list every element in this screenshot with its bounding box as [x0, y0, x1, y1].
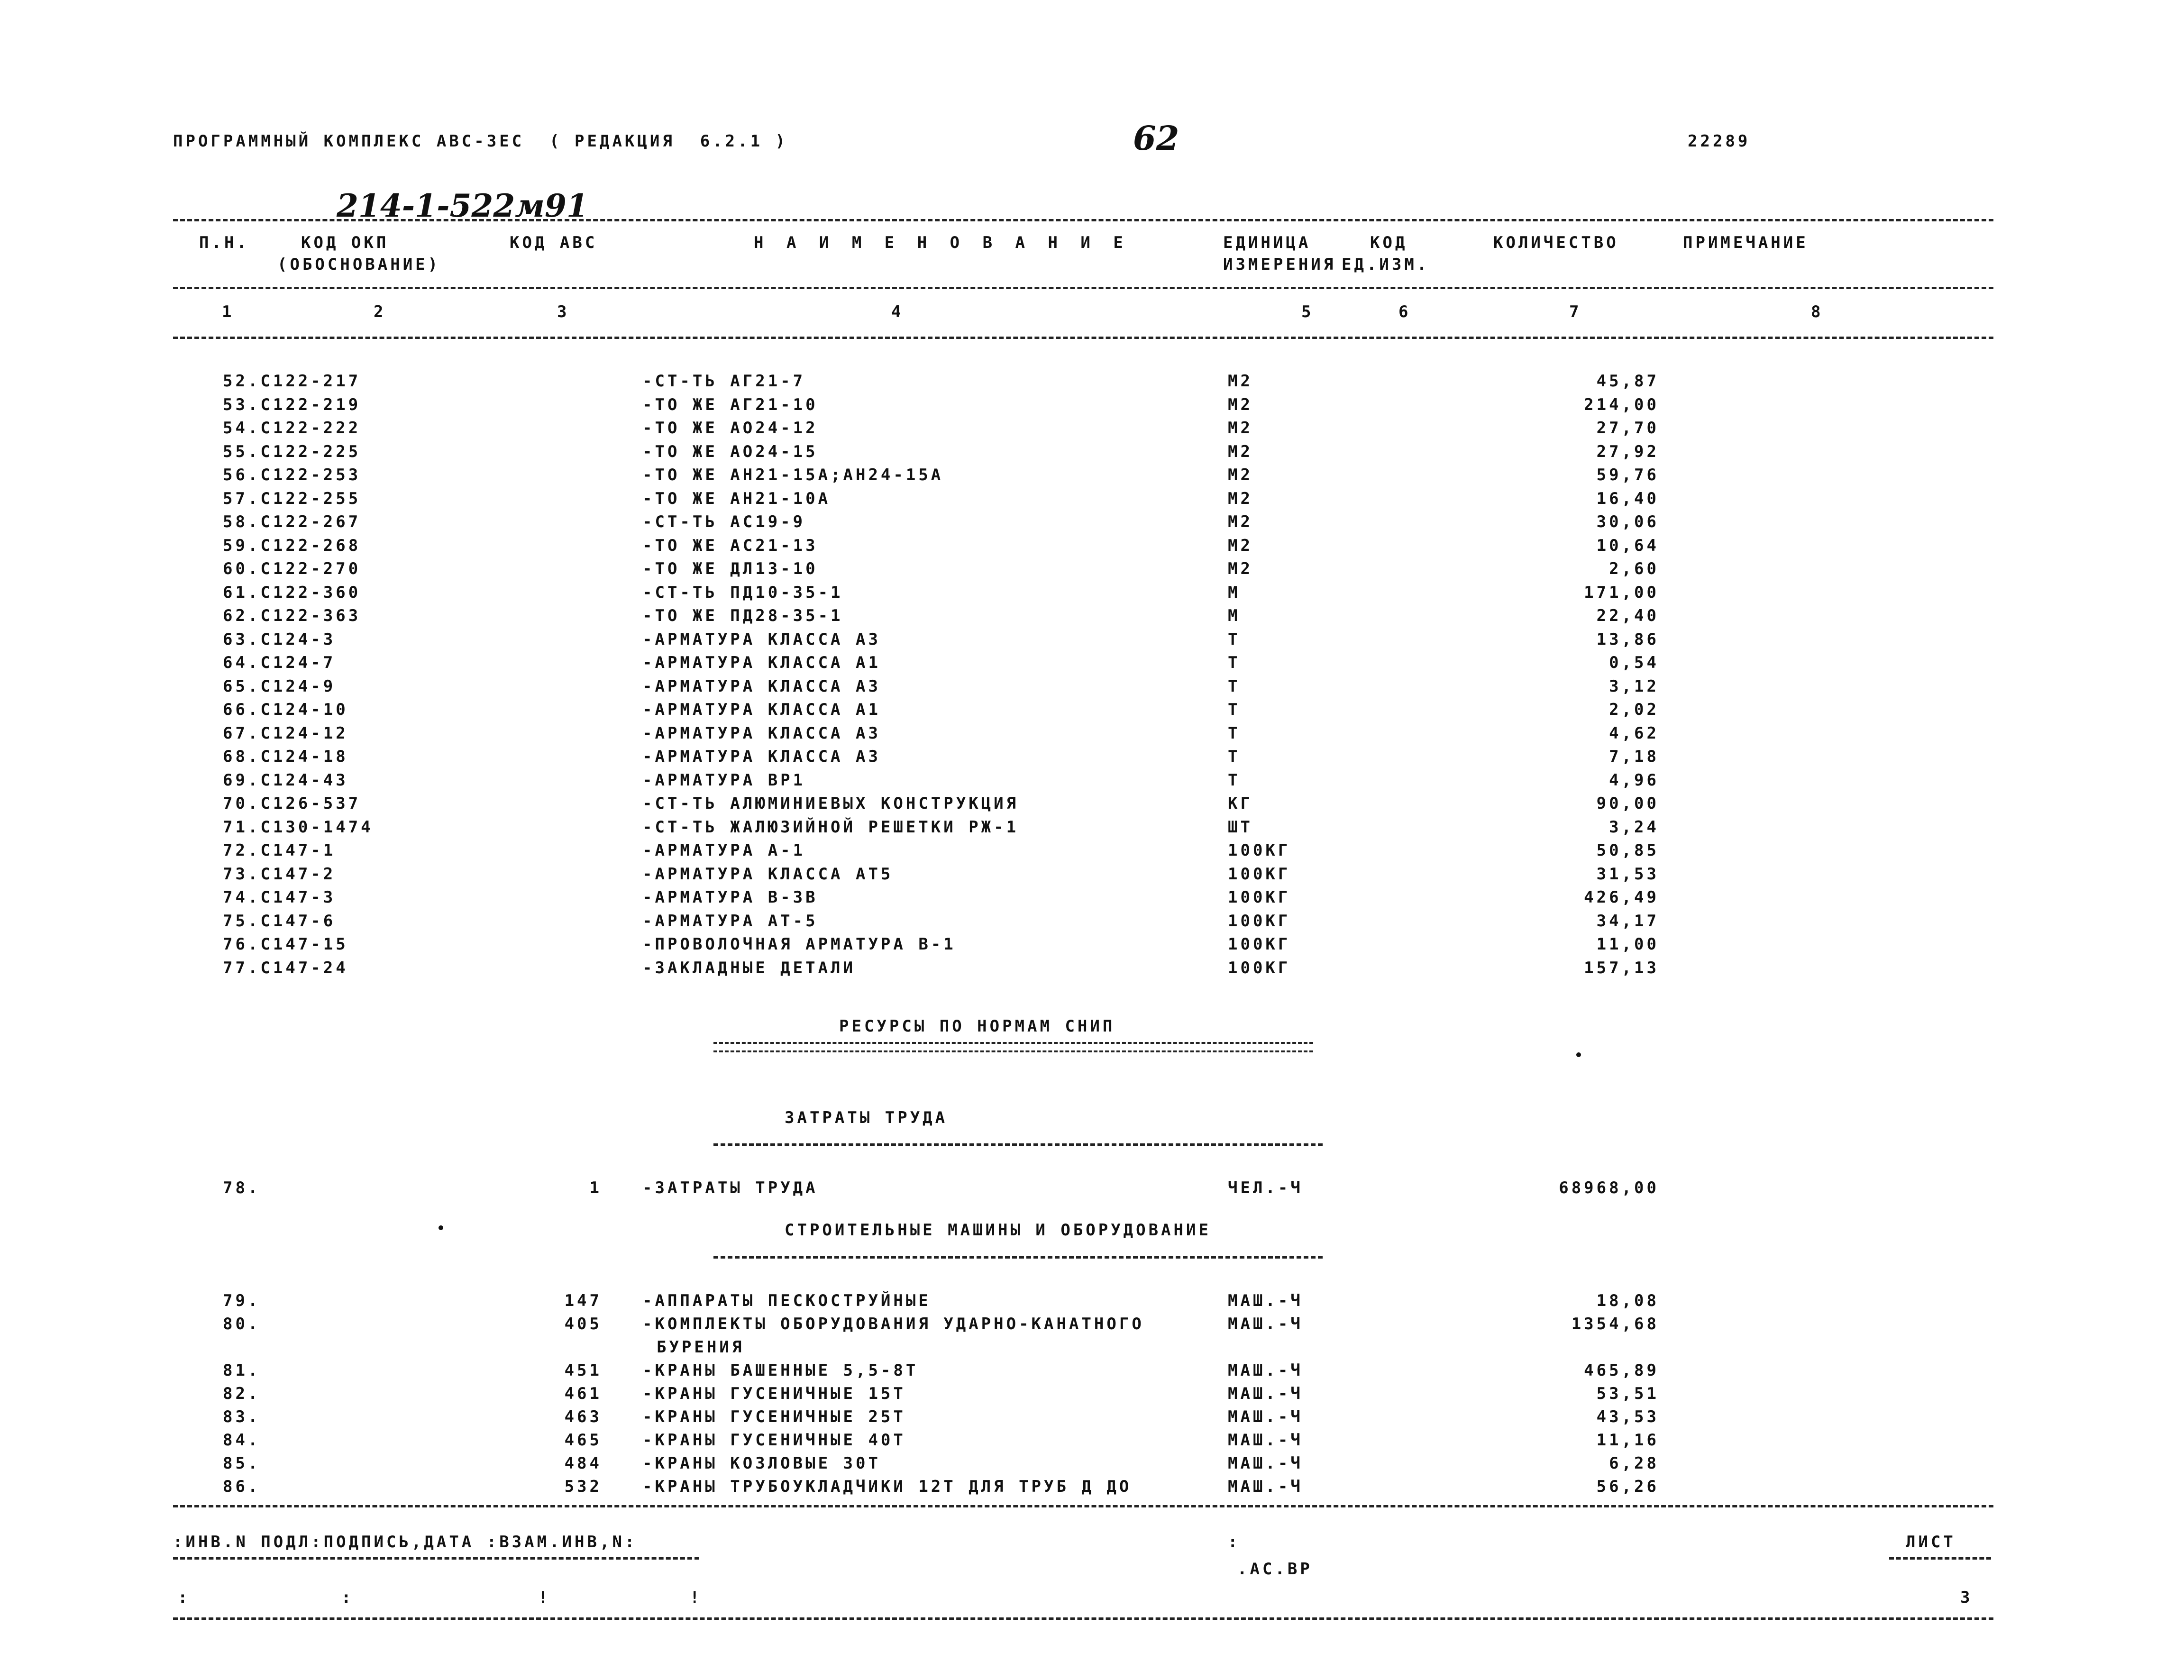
col-kod-okp: КОД ОКП — [301, 233, 389, 252]
row-qty: 27,70 — [1596, 419, 1659, 438]
handwritten-project-number: 214-1-522м91 — [337, 187, 588, 224]
row-abc: 484 — [564, 1454, 602, 1473]
row-abc: 532 — [564, 1477, 602, 1496]
row-name: -КРАНЫ ТРУБОУКЛАДЧИКИ 12Т ДЛЯ ТРУБ Д ДО — [642, 1477, 1132, 1496]
table-row — [0, 933, 2184, 956]
row-unit: 100КГ — [1228, 888, 1291, 907]
row-pos: 69.С124-43 — [223, 770, 348, 790]
row-qty: 465,89 — [1584, 1361, 1659, 1380]
row-qty: 11,00 — [1596, 935, 1659, 954]
footer-top-rule — [173, 1505, 1993, 1507]
table-row — [0, 698, 2184, 721]
row-qty: 59,76 — [1596, 466, 1659, 484]
row-pos: 79. — [223, 1291, 261, 1310]
table-row — [0, 886, 2184, 909]
row-name: -АРМАТУРА КЛАССА А1 — [642, 653, 881, 672]
row-unit: 100КГ — [1228, 841, 1291, 860]
table-row — [0, 1313, 2184, 1335]
row-pos: 72.С147-1 — [223, 841, 336, 860]
row-pos: 58.С122-267 — [223, 512, 361, 531]
footer-col-marks: : — [178, 1588, 191, 1607]
row-unit: КГ — [1228, 794, 1253, 813]
row-name: -ТО ЖЕ АС21-13 — [642, 536, 818, 555]
footer-stamp: :ИНВ.N ПОДЛ:ПОДПИСЬ,ДАТА :ВЗАМ.ИНВ,N: — [173, 1533, 638, 1552]
col-qty: КОЛИЧЕСТВО — [1493, 233, 1619, 252]
row-name: -АРМАТУРА КЛАССА А3 — [642, 723, 881, 743]
row-unit: М2 — [1228, 395, 1253, 414]
row-name: -АРМАТУРА АТ-5 — [642, 911, 818, 931]
row-pos: 62.С122-363 — [223, 606, 361, 625]
footer-sheet-number: 3 — [1960, 1588, 1973, 1607]
row-qty: 27,92 — [1596, 442, 1659, 461]
table-row — [0, 370, 2184, 393]
row-name-continuation: БУРЕНИЯ — [657, 1338, 745, 1357]
row-qty: 1354,68 — [1571, 1315, 1659, 1333]
row-name: -СТ-ТЬ АЛЮМИНИЕВЫХ КОНСТРУКЦИЯ — [642, 794, 1019, 813]
row-pos: 64.С124-7 — [223, 653, 336, 672]
row-qty: 16,40 — [1596, 489, 1659, 508]
section-machines-rule — [713, 1256, 1323, 1259]
row-name: -СТ-ТЬ ПД10-35-1 — [642, 583, 843, 602]
row-unit: Т — [1228, 700, 1241, 719]
row-qty: 43,53 — [1596, 1407, 1659, 1426]
col-num-8: 8 — [1811, 302, 1824, 321]
row-pos: 71.С130-1474 — [223, 817, 374, 837]
row-pos: 76.С147-15 — [223, 935, 348, 954]
row-unit: 100КГ — [1228, 864, 1291, 884]
row-abc: 451 — [564, 1361, 602, 1380]
row-qty: 0,54 — [1609, 653, 1659, 672]
row-pos: 68.С124-18 — [223, 747, 348, 766]
table-row — [0, 628, 2184, 651]
row-pos: 52.С122-217 — [223, 372, 361, 391]
row-pos: 74.С147-3 — [223, 888, 336, 907]
row-unit: МАШ.-Ч — [1228, 1361, 1303, 1380]
row-pos: 73.С147-2 — [223, 864, 336, 884]
table-row — [0, 1429, 2184, 1452]
row-name: -СТ-ТЬ ЖАЛЮЗИЙНОЙ РЕШЕТКИ РЖ-1 — [642, 817, 1019, 837]
table-row — [0, 534, 2184, 557]
row-abc: 405 — [564, 1315, 602, 1333]
row-unit: М — [1228, 606, 1241, 625]
row-name: -АРМАТУРА КЛАССА А3 — [642, 747, 881, 766]
table-row — [0, 581, 2184, 604]
row-name: -СТ-ТЬ АГ21-7 — [642, 372, 806, 391]
row-qty: 53,51 — [1596, 1384, 1659, 1403]
row-name: -КОМПЛЕКТЫ ОБОРУДОВАНИЯ УДАРНО-КАНАТНОГО — [642, 1315, 1144, 1333]
row-unit: М2 — [1228, 489, 1253, 508]
footer-sheet-label: ЛИСТ — [1906, 1533, 1956, 1552]
row-pos: 65.С124-9 — [223, 676, 336, 696]
table-row — [0, 675, 2184, 698]
row-qty: 2,02 — [1609, 700, 1659, 719]
row-name: -КРАНЫ ГУСЕНИЧНЫЕ 40Т — [642, 1431, 906, 1450]
row-abc: 465 — [564, 1431, 602, 1450]
table-row — [0, 745, 2184, 768]
row-unit: М2 — [1228, 419, 1253, 438]
row-abc: 147 — [564, 1291, 602, 1310]
row-pos: 84. — [223, 1431, 261, 1450]
row-name: -ТО ЖЕ АО24-15 — [642, 442, 818, 461]
row-unit: МАШ.-Ч — [1228, 1291, 1303, 1310]
table-row — [0, 440, 2184, 463]
stray-dot — [1576, 1052, 1581, 1057]
row-qty: 3,12 — [1609, 676, 1659, 696]
row-qty: 22,40 — [1596, 606, 1659, 625]
table-row — [0, 722, 2184, 745]
table-row — [0, 816, 2184, 839]
footer-mid-rule-left — [173, 1557, 699, 1560]
table-row — [0, 1289, 2184, 1312]
row-abc: 1 — [589, 1178, 602, 1197]
col-num-2: 2 — [374, 302, 386, 321]
row-name: -АРМАТУРА КЛАССА А3 — [642, 676, 881, 696]
row-pos: 60.С122-270 — [223, 559, 361, 578]
row-qty: 6,28 — [1609, 1454, 1659, 1473]
row-qty: 171,00 — [1584, 583, 1659, 602]
row-name: -АРМАТУРА КЛАССА АТ5 — [642, 864, 894, 884]
row-qty: 10,64 — [1596, 536, 1659, 555]
table-top-rule — [173, 219, 1993, 221]
row-qty: 426,49 — [1584, 888, 1659, 907]
row-unit: МАШ.-Ч — [1228, 1407, 1303, 1426]
stray-dot-2 — [439, 1225, 443, 1230]
row-qty: 214,00 — [1584, 395, 1659, 414]
row-pos: 59.С122-268 — [223, 536, 361, 555]
row-unit: Т — [1228, 747, 1241, 766]
row-unit: МАШ.-Ч — [1228, 1477, 1303, 1496]
row-unit: Т — [1228, 676, 1241, 696]
row-unit: М2 — [1228, 466, 1253, 484]
row-name: -КРАНЫ БАШЕННЫЕ 5,5-8Т — [642, 1361, 919, 1380]
row-name: -ЗАКЛАДНЫЕ ДЕТАЛИ — [642, 958, 856, 977]
row-pos: 53.С122-219 — [223, 395, 361, 414]
row-qty: 31,53 — [1596, 864, 1659, 884]
table-row — [0, 487, 2184, 510]
table-row — [0, 651, 2184, 674]
row-name: -ТО ЖЕ АО24-12 — [642, 419, 818, 438]
table-row — [0, 1177, 2184, 1199]
row-unit: Т — [1228, 770, 1241, 790]
row-unit: МАШ.-Ч — [1228, 1454, 1303, 1473]
row-name: -АРМАТУРА В-3В — [642, 888, 818, 907]
row-qty: 11,16 — [1596, 1431, 1659, 1450]
row-pos: 63.С124-3 — [223, 630, 336, 649]
row-qty: 13,86 — [1596, 630, 1659, 649]
table-row — [0, 1475, 2184, 1498]
row-unit: МАШ.-Ч — [1228, 1384, 1303, 1403]
row-pos: 67.С124-12 — [223, 723, 348, 743]
row-pos: 83. — [223, 1407, 261, 1426]
col-unit: ЕДИНИЦА — [1223, 233, 1311, 252]
row-unit: М2 — [1228, 442, 1253, 461]
row-name: -АРМАТУРА ВР1 — [642, 770, 806, 790]
row-name: -КРАНЫ ГУСЕНИЧНЫЕ 15Т — [642, 1384, 906, 1403]
row-name: -ТО ЖЕ ДЛ13-10 — [642, 559, 818, 578]
row-unit: М — [1228, 583, 1241, 602]
row-pos: 85. — [223, 1454, 261, 1473]
row-abc: 463 — [564, 1407, 602, 1426]
table-row-continuation — [0, 1336, 2184, 1359]
row-qty: 50,85 — [1596, 841, 1659, 860]
table-row — [0, 604, 2184, 627]
row-unit: М2 — [1228, 372, 1253, 391]
row-unit: 100КГ — [1228, 935, 1291, 954]
table-row — [0, 464, 2184, 486]
row-unit: М2 — [1228, 512, 1253, 531]
row-unit: Т — [1228, 723, 1241, 743]
row-name: -АППАРАТЫ ПЕСКОСТРУЙНЫЕ — [642, 1291, 931, 1310]
row-qty: 4,96 — [1609, 770, 1659, 790]
col-num-5: 5 — [1301, 302, 1314, 321]
row-pos: 86. — [223, 1477, 261, 1496]
row-pos: 81. — [223, 1361, 261, 1380]
col-pn: П.Н. — [199, 233, 249, 252]
row-abc: 461 — [564, 1384, 602, 1403]
table-row — [0, 511, 2184, 533]
row-unit: М2 — [1228, 559, 1253, 578]
row-unit: Т — [1228, 630, 1241, 649]
row-pos: 57.С122-255 — [223, 489, 361, 508]
row-pos: 82. — [223, 1384, 261, 1403]
table-row — [0, 1359, 2184, 1382]
row-unit: Т — [1228, 653, 1241, 672]
row-unit: ЧЕЛ.-Ч — [1228, 1178, 1303, 1197]
section-resources-title: РЕСУРСЫ ПО НОРМАМ СНИП — [839, 1017, 1115, 1036]
table-row — [0, 769, 2184, 792]
col-num-4: 4 — [891, 302, 904, 321]
handwritten-page-number: 62 — [1133, 119, 1179, 158]
row-pos: 75.С147-6 — [223, 911, 336, 931]
section-resources-rule — [713, 1042, 1313, 1052]
row-name: -КРАНЫ КОЗЛОВЫЕ 30Т — [642, 1454, 881, 1473]
row-unit: 100КГ — [1228, 911, 1291, 931]
table-row — [0, 393, 2184, 416]
row-pos: 55.С122-225 — [223, 442, 361, 461]
row-pos: 61.С122-360 — [223, 583, 361, 602]
row-qty: 34,17 — [1596, 911, 1659, 931]
col-kod-ed: КОД — [1370, 233, 1408, 252]
table-row — [0, 957, 2184, 979]
footer-mid-rule-right — [1889, 1557, 1991, 1560]
row-pos: 78. — [223, 1178, 261, 1197]
row-qty: 90,00 — [1596, 794, 1659, 813]
table-row — [0, 1382, 2184, 1405]
col-num-6: 6 — [1398, 302, 1411, 321]
col-num-7: 7 — [1569, 302, 1582, 321]
table-row — [0, 863, 2184, 886]
table-row — [0, 910, 2184, 932]
row-name: -ТО ЖЕ АН21-10А — [642, 489, 831, 508]
table-row — [0, 1452, 2184, 1475]
footer-col-marks-3: ! — [538, 1588, 551, 1607]
row-qty: 4,62 — [1609, 723, 1659, 743]
row-qty: 68968,00 — [1559, 1178, 1659, 1197]
row-name: -АРМАТУРА А-1 — [642, 841, 806, 860]
row-pos: 77.С147-24 — [223, 958, 348, 977]
footer-sep-a: : — [1228, 1533, 1241, 1552]
col-name: Н А И М Е Н О В А Н И Е — [754, 233, 1130, 252]
row-name: -ПРОВОЛОЧНАЯ АРМАТУРА В-1 — [642, 935, 956, 954]
col-num-1: 1 — [222, 302, 235, 321]
row-name: -ТО ЖЕ ПД28-35-1 — [642, 606, 843, 625]
row-unit: МАШ.-Ч — [1228, 1431, 1303, 1450]
col-kod-ed-2: ЕД.ИЗМ. — [1342, 255, 1430, 274]
row-qty: 45,87 — [1596, 372, 1659, 391]
row-pos: 54.С122-222 — [223, 419, 361, 438]
row-pos: 80. — [223, 1315, 261, 1333]
col-kod-abc: КОД АВС — [510, 233, 598, 252]
table-row — [0, 557, 2184, 580]
col-unit-2: ИЗМЕРЕНИЯ — [1223, 255, 1336, 274]
row-name: -СТ-ТЬ АС19-9 — [642, 512, 806, 531]
col-note: ПРИМЕЧАНИЕ — [1683, 233, 1809, 252]
row-pos: 70.С126-537 — [223, 794, 361, 813]
section-labor-title: ЗАТРАТЫ ТРУДА — [785, 1108, 948, 1127]
table-row — [0, 417, 2184, 439]
row-qty: 7,18 — [1609, 747, 1659, 766]
row-name: -ТО ЖЕ АН21-15А;АН24-15А — [642, 466, 944, 484]
row-name: -ЗАТРАТЫ ТРУДА — [642, 1178, 818, 1197]
row-qty: 157,13 — [1584, 958, 1659, 977]
section-machines-title: СТРОИТЕЛЬНЫЕ МАШИНЫ И ОБОРУДОВАНИЕ — [785, 1221, 1211, 1240]
footer-bottom-rule — [173, 1617, 1993, 1620]
row-unit: 100КГ — [1228, 958, 1291, 977]
footer-col-marks-2: : — [341, 1588, 354, 1607]
program-header: ПРОГРАММНЫЙ КОМПЛЕКС АВС-3ЕС ( РЕДАКЦИЯ 6.2.1 ) — [173, 132, 788, 151]
row-unit: М2 — [1228, 536, 1253, 555]
col-num-3: 3 — [557, 302, 570, 321]
header-mid-rule — [173, 287, 1993, 289]
section-labor-rule — [713, 1143, 1323, 1146]
row-unit: МАШ.-Ч — [1228, 1315, 1303, 1333]
table-row — [0, 1406, 2184, 1428]
row-pos: 56.С122-253 — [223, 466, 361, 484]
col-obosn: (ОБОСНОВАНИЕ) — [277, 255, 441, 274]
row-name: -ТО ЖЕ АГ21-10 — [642, 395, 818, 414]
footer-col-marks-4: ! — [690, 1588, 703, 1607]
footer-code: .АС.ВР — [1237, 1560, 1313, 1579]
row-name: -АРМАТУРА КЛАССА А1 — [642, 700, 881, 719]
row-qty: 18,08 — [1596, 1291, 1659, 1310]
document-code: 22289 — [1688, 132, 1751, 151]
row-pos: 66.С124-10 — [223, 700, 348, 719]
header-bottom-rule — [173, 337, 1993, 339]
row-unit: ШТ — [1228, 817, 1253, 837]
row-qty: 56,26 — [1596, 1477, 1659, 1496]
table-row — [0, 792, 2184, 815]
row-qty: 30,06 — [1596, 512, 1659, 531]
row-name: -АРМАТУРА КЛАССА А3 — [642, 630, 881, 649]
row-name: -КРАНЫ ГУСЕНИЧНЫЕ 25Т — [642, 1407, 906, 1426]
row-qty: 2,60 — [1609, 559, 1659, 578]
row-qty: 3,24 — [1609, 817, 1659, 837]
table-row — [0, 839, 2184, 862]
